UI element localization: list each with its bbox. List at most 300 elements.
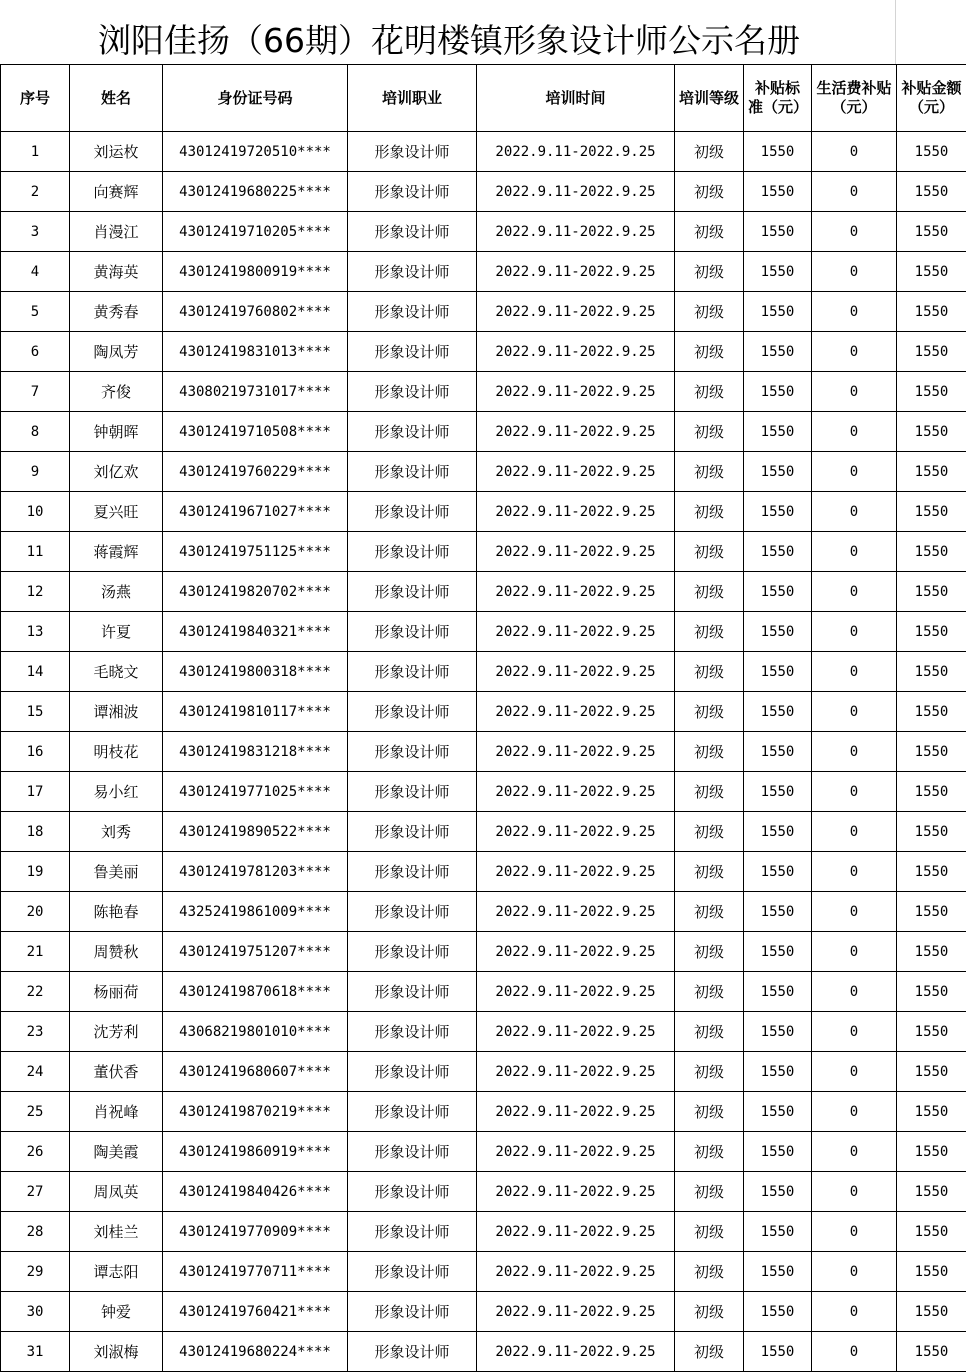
- cell-amount: 1550: [897, 252, 966, 292]
- cell-level: 初级: [675, 732, 744, 772]
- cell-seq: 30: [1, 1292, 70, 1332]
- table-row: [1, 412, 966, 452]
- table-row: [1, 932, 966, 972]
- cell-level: 初级: [675, 572, 744, 612]
- cell-living: 0: [812, 292, 897, 332]
- cell-period: 2022.9.11-2022.9.25: [477, 412, 675, 452]
- cell-level: 初级: [675, 132, 744, 172]
- cell-id-number: 43012419751207****: [163, 932, 348, 972]
- cell-standard: 1550: [744, 292, 812, 332]
- cell-level: 初级: [675, 692, 744, 732]
- cell-name: 毛晓文: [70, 652, 163, 692]
- cell-name: 肖祝峰: [70, 1092, 163, 1132]
- cell-level: 初级: [675, 932, 744, 972]
- cell-id-number: 43012419760802****: [163, 292, 348, 332]
- cell-job: 形象设计师: [348, 652, 477, 692]
- cell-living: 0: [812, 252, 897, 292]
- cell-standard: 1550: [744, 812, 812, 852]
- cell-period: 2022.9.11-2022.9.25: [477, 332, 675, 372]
- cell-standard: 1550: [744, 772, 812, 812]
- cell-level: 初级: [675, 532, 744, 572]
- cell-period: 2022.9.11-2022.9.25: [477, 932, 675, 972]
- cell-job: 形象设计师: [348, 1132, 477, 1172]
- cell-living: 0: [812, 652, 897, 692]
- cell-name: 肖漫江: [70, 212, 163, 252]
- cell-job: 形象设计师: [348, 412, 477, 452]
- table-row: [1, 1132, 966, 1172]
- page-title: 浏阳佳扬（66期）花明楼镇形象设计师公示名册: [0, 18, 898, 64]
- cell-level: 初级: [675, 412, 744, 452]
- cell-job: 形象设计师: [348, 252, 477, 292]
- cell-period: 2022.9.11-2022.9.25: [477, 812, 675, 852]
- cell-period: 2022.9.11-2022.9.25: [477, 1012, 675, 1052]
- cell-amount: 1550: [897, 1172, 966, 1212]
- cell-standard: 1550: [744, 172, 812, 212]
- cell-living: 0: [812, 812, 897, 852]
- cell-job: 形象设计师: [348, 772, 477, 812]
- cell-living: 0: [812, 972, 897, 1012]
- table-row: [1, 452, 966, 492]
- cell-amount: 1550: [897, 1332, 966, 1372]
- cell-amount: 1550: [897, 412, 966, 452]
- cell-id-number: 43012419760421****: [163, 1292, 348, 1332]
- cell-name: 陈艳春: [70, 892, 163, 932]
- cell-job: 形象设计师: [348, 212, 477, 252]
- cell-period: 2022.9.11-2022.9.25: [477, 172, 675, 212]
- cell-job: 形象设计师: [348, 452, 477, 492]
- cell-id-number: 43012419680225****: [163, 172, 348, 212]
- cell-amount: 1550: [897, 612, 966, 652]
- cell-living: 0: [812, 1252, 897, 1292]
- cell-job: 形象设计师: [348, 1172, 477, 1212]
- cell-name: 刘秀: [70, 812, 163, 852]
- cell-living: 0: [812, 772, 897, 812]
- cell-job: 形象设计师: [348, 812, 477, 852]
- cell-job: 形象设计师: [348, 732, 477, 772]
- cell-amount: 1550: [897, 972, 966, 1012]
- cell-level: 初级: [675, 1012, 744, 1052]
- cell-level: 初级: [675, 172, 744, 212]
- cell-name: 谭湘波: [70, 692, 163, 732]
- cell-seq: 24: [1, 1052, 70, 1092]
- cell-level: 初级: [675, 252, 744, 292]
- cell-amount: 1550: [897, 172, 966, 212]
- cell-job: 形象设计师: [348, 1212, 477, 1252]
- cell-amount: 1550: [897, 332, 966, 372]
- cell-id-number: 43012419820702****: [163, 572, 348, 612]
- cell-job: 形象设计师: [348, 372, 477, 412]
- cell-seq: 17: [1, 772, 70, 812]
- cell-standard: 1550: [744, 532, 812, 572]
- header-level: 培训等级: [675, 65, 744, 132]
- cell-amount: 1550: [897, 732, 966, 772]
- cell-seq: 10: [1, 492, 70, 532]
- cell-id-number: 43012419810117****: [163, 692, 348, 732]
- table-row: [1, 1172, 966, 1212]
- cell-amount: 1550: [897, 852, 966, 892]
- cell-seq: 16: [1, 732, 70, 772]
- gridline: [895, 0, 896, 64]
- cell-period: 2022.9.11-2022.9.25: [477, 1332, 675, 1372]
- cell-seq: 6: [1, 332, 70, 372]
- cell-living: 0: [812, 452, 897, 492]
- cell-level: 初级: [675, 852, 744, 892]
- cell-id-number: 43012419710508****: [163, 412, 348, 452]
- cell-id-number: 43012419751125****: [163, 532, 348, 572]
- cell-job: 形象设计师: [348, 932, 477, 972]
- cell-level: 初级: [675, 212, 744, 252]
- cell-level: 初级: [675, 452, 744, 492]
- header-standard: 补贴标准（元）: [744, 65, 812, 132]
- cell-standard: 1550: [744, 1332, 812, 1372]
- cell-living: 0: [812, 1132, 897, 1172]
- cell-standard: 1550: [744, 1052, 812, 1092]
- cell-living: 0: [812, 892, 897, 932]
- cell-living: 0: [812, 692, 897, 732]
- table-row: [1, 692, 966, 732]
- cell-standard: 1550: [744, 492, 812, 532]
- cell-period: 2022.9.11-2022.9.25: [477, 252, 675, 292]
- cell-id-number: 43012419680607****: [163, 1052, 348, 1092]
- table-row: [1, 1332, 966, 1372]
- cell-name: 许夏: [70, 612, 163, 652]
- cell-amount: 1550: [897, 1052, 966, 1092]
- table-row: [1, 812, 966, 852]
- table-row: [1, 172, 966, 212]
- cell-living: 0: [812, 492, 897, 532]
- cell-seq: 27: [1, 1172, 70, 1212]
- cell-id-number: 43012419870219****: [163, 1092, 348, 1132]
- cell-seq: 1: [1, 132, 70, 172]
- table-row: [1, 852, 966, 892]
- cell-seq: 28: [1, 1212, 70, 1252]
- cell-period: 2022.9.11-2022.9.25: [477, 1172, 675, 1212]
- cell-living: 0: [812, 1172, 897, 1212]
- cell-living: 0: [812, 1332, 897, 1372]
- cell-seq: 9: [1, 452, 70, 492]
- cell-amount: 1550: [897, 1092, 966, 1132]
- cell-name: 谭志阳: [70, 1252, 163, 1292]
- table-row: [1, 612, 966, 652]
- cell-living: 0: [812, 852, 897, 892]
- cell-id-number: 43012419770909****: [163, 1212, 348, 1252]
- cell-id-number: 43012419890522****: [163, 812, 348, 852]
- cell-name: 钟朝晖: [70, 412, 163, 452]
- cell-amount: 1550: [897, 212, 966, 252]
- cell-id-number: 43012419720510****: [163, 132, 348, 172]
- cell-name: 夏兴旺: [70, 492, 163, 532]
- table-row: [1, 332, 966, 372]
- cell-name: 董伏香: [70, 1052, 163, 1092]
- cell-level: 初级: [675, 292, 744, 332]
- cell-job: 形象设计师: [348, 132, 477, 172]
- cell-level: 初级: [675, 772, 744, 812]
- cell-amount: 1550: [897, 692, 966, 732]
- cell-id-number: 43012419860919****: [163, 1132, 348, 1172]
- cell-amount: 1550: [897, 492, 966, 532]
- cell-period: 2022.9.11-2022.9.25: [477, 1252, 675, 1292]
- cell-job: 形象设计师: [348, 1092, 477, 1132]
- cell-amount: 1550: [897, 372, 966, 412]
- cell-level: 初级: [675, 1252, 744, 1292]
- cell-job: 形象设计师: [348, 332, 477, 372]
- table-row: [1, 372, 966, 412]
- cell-standard: 1550: [744, 612, 812, 652]
- roster-body: [1, 132, 966, 1372]
- cell-amount: 1550: [897, 892, 966, 932]
- cell-standard: 1550: [744, 412, 812, 452]
- cell-seq: 31: [1, 1332, 70, 1372]
- cell-level: 初级: [675, 1092, 744, 1132]
- cell-amount: 1550: [897, 572, 966, 612]
- cell-job: 形象设计师: [348, 172, 477, 212]
- cell-level: 初级: [675, 612, 744, 652]
- table-row: [1, 1292, 966, 1332]
- cell-standard: 1550: [744, 132, 812, 172]
- cell-standard: 1550: [744, 972, 812, 1012]
- cell-seq: 23: [1, 1012, 70, 1052]
- cell-id-number: 43012419800919****: [163, 252, 348, 292]
- table-row: [1, 1212, 966, 1252]
- cell-job: 形象设计师: [348, 532, 477, 572]
- cell-level: 初级: [675, 1332, 744, 1372]
- cell-name: 黄秀春: [70, 292, 163, 332]
- cell-id-number: 43012419831218****: [163, 732, 348, 772]
- cell-name: 刘运枚: [70, 132, 163, 172]
- cell-id-number: 43012419800318****: [163, 652, 348, 692]
- table-row: [1, 252, 966, 292]
- cell-job: 形象设计师: [348, 1292, 477, 1332]
- cell-standard: 1550: [744, 892, 812, 932]
- header-seq: 序号: [1, 65, 70, 132]
- cell-seq: 8: [1, 412, 70, 452]
- cell-job: 形象设计师: [348, 572, 477, 612]
- roster-table: [0, 64, 966, 1372]
- cell-period: 2022.9.11-2022.9.25: [477, 532, 675, 572]
- cell-period: 2022.9.11-2022.9.25: [477, 852, 675, 892]
- cell-period: 2022.9.11-2022.9.25: [477, 1092, 675, 1132]
- cell-name: 陶美霞: [70, 1132, 163, 1172]
- cell-living: 0: [812, 172, 897, 212]
- cell-period: 2022.9.11-2022.9.25: [477, 1292, 675, 1332]
- cell-standard: 1550: [744, 1172, 812, 1212]
- cell-living: 0: [812, 132, 897, 172]
- cell-level: 初级: [675, 892, 744, 932]
- table-row: [1, 492, 966, 532]
- cell-level: 初级: [675, 492, 744, 532]
- cell-standard: 1550: [744, 932, 812, 972]
- cell-seq: 7: [1, 372, 70, 412]
- cell-living: 0: [812, 1092, 897, 1132]
- cell-living: 0: [812, 1292, 897, 1332]
- cell-standard: 1550: [744, 692, 812, 732]
- header-amount: 补贴金额（元）: [897, 65, 966, 132]
- cell-level: 初级: [675, 332, 744, 372]
- cell-amount: 1550: [897, 652, 966, 692]
- cell-amount: 1550: [897, 1212, 966, 1252]
- cell-seq: 15: [1, 692, 70, 732]
- cell-standard: 1550: [744, 452, 812, 492]
- cell-job: 形象设计师: [348, 852, 477, 892]
- cell-period: 2022.9.11-2022.9.25: [477, 1052, 675, 1092]
- cell-seq: 29: [1, 1252, 70, 1292]
- cell-seq: 2: [1, 172, 70, 212]
- cell-seq: 12: [1, 572, 70, 612]
- cell-living: 0: [812, 932, 897, 972]
- cell-period: 2022.9.11-2022.9.25: [477, 772, 675, 812]
- cell-name: 刘亿欢: [70, 452, 163, 492]
- cell-amount: 1550: [897, 292, 966, 332]
- cell-id-number: 43068219801010****: [163, 1012, 348, 1052]
- cell-period: 2022.9.11-2022.9.25: [477, 892, 675, 932]
- header-row: [1, 65, 966, 132]
- cell-standard: 1550: [744, 1292, 812, 1332]
- cell-name: 明枝花: [70, 732, 163, 772]
- cell-period: 2022.9.11-2022.9.25: [477, 652, 675, 692]
- cell-job: 形象设计师: [348, 492, 477, 532]
- cell-job: 形象设计师: [348, 612, 477, 652]
- cell-name: 杨丽荷: [70, 972, 163, 1012]
- cell-living: 0: [812, 572, 897, 612]
- cell-name: 陶凤芳: [70, 332, 163, 372]
- cell-seq: 13: [1, 612, 70, 652]
- header-job: 培训职业: [348, 65, 477, 132]
- cell-name: 刘淑梅: [70, 1332, 163, 1372]
- cell-job: 形象设计师: [348, 1052, 477, 1092]
- cell-period: 2022.9.11-2022.9.25: [477, 572, 675, 612]
- cell-name: 鲁美丽: [70, 852, 163, 892]
- cell-seq: 4: [1, 252, 70, 292]
- cell-seq: 3: [1, 212, 70, 252]
- cell-period: 2022.9.11-2022.9.25: [477, 492, 675, 532]
- cell-name: 汤燕: [70, 572, 163, 612]
- cell-amount: 1550: [897, 1292, 966, 1332]
- cell-job: 形象设计师: [348, 892, 477, 932]
- cell-standard: 1550: [744, 332, 812, 372]
- cell-standard: 1550: [744, 252, 812, 292]
- cell-id-number: 43012419671027****: [163, 492, 348, 532]
- cell-period: 2022.9.11-2022.9.25: [477, 732, 675, 772]
- cell-living: 0: [812, 412, 897, 452]
- header-id: 身份证号码: [163, 65, 348, 132]
- cell-level: 初级: [675, 1052, 744, 1092]
- cell-level: 初级: [675, 1292, 744, 1332]
- title-row: [0, 0, 966, 64]
- cell-id-number: 43012419870618****: [163, 972, 348, 1012]
- cell-standard: 1550: [744, 1012, 812, 1052]
- table-row: [1, 572, 966, 612]
- cell-seq: 22: [1, 972, 70, 1012]
- cell-id-number: 43252419861009****: [163, 892, 348, 932]
- cell-seq: 19: [1, 852, 70, 892]
- table-row: [1, 1092, 966, 1132]
- cell-period: 2022.9.11-2022.9.25: [477, 372, 675, 412]
- cell-job: 形象设计师: [348, 1252, 477, 1292]
- cell-level: 初级: [675, 652, 744, 692]
- cell-name: 沈芳利: [70, 1012, 163, 1052]
- cell-seq: 20: [1, 892, 70, 932]
- cell-living: 0: [812, 1052, 897, 1092]
- cell-standard: 1550: [744, 1212, 812, 1252]
- cell-name: 钟爱: [70, 1292, 163, 1332]
- cell-seq: 26: [1, 1132, 70, 1172]
- cell-living: 0: [812, 1212, 897, 1252]
- cell-standard: 1550: [744, 1132, 812, 1172]
- cell-amount: 1550: [897, 1012, 966, 1052]
- cell-seq: 11: [1, 532, 70, 572]
- table-row: [1, 132, 966, 172]
- header-living: 生活费补贴（元）: [812, 65, 897, 132]
- cell-period: 2022.9.11-2022.9.25: [477, 132, 675, 172]
- cell-name: 向赛辉: [70, 172, 163, 212]
- cell-standard: 1550: [744, 372, 812, 412]
- cell-living: 0: [812, 212, 897, 252]
- cell-standard: 1550: [744, 652, 812, 692]
- cell-period: 2022.9.11-2022.9.25: [477, 612, 675, 652]
- table-row: [1, 772, 966, 812]
- table-row: [1, 1012, 966, 1052]
- cell-id-number: 43012419781203****: [163, 852, 348, 892]
- cell-id-number: 43012419680224****: [163, 1332, 348, 1372]
- cell-living: 0: [812, 1012, 897, 1052]
- table-row: [1, 892, 966, 932]
- table-row: [1, 972, 966, 1012]
- cell-id-number: 43012419771025****: [163, 772, 348, 812]
- cell-period: 2022.9.11-2022.9.25: [477, 292, 675, 332]
- cell-period: 2022.9.11-2022.9.25: [477, 1132, 675, 1172]
- cell-living: 0: [812, 612, 897, 652]
- cell-name: 蒋霞辉: [70, 532, 163, 572]
- cell-amount: 1550: [897, 812, 966, 852]
- cell-amount: 1550: [897, 132, 966, 172]
- cell-level: 初级: [675, 972, 744, 1012]
- table-row: [1, 652, 966, 692]
- cell-job: 形象设计师: [348, 1332, 477, 1372]
- table-row: [1, 1252, 966, 1292]
- cell-amount: 1550: [897, 1132, 966, 1172]
- cell-seq: 18: [1, 812, 70, 852]
- cell-amount: 1550: [897, 932, 966, 972]
- cell-id-number: 43012419840321****: [163, 612, 348, 652]
- cell-living: 0: [812, 532, 897, 572]
- cell-level: 初级: [675, 372, 744, 412]
- cell-seq: 5: [1, 292, 70, 332]
- cell-amount: 1550: [897, 772, 966, 812]
- cell-standard: 1550: [744, 572, 812, 612]
- cell-amount: 1550: [897, 452, 966, 492]
- cell-period: 2022.9.11-2022.9.25: [477, 212, 675, 252]
- cell-period: 2022.9.11-2022.9.25: [477, 972, 675, 1012]
- cell-living: 0: [812, 732, 897, 772]
- cell-id-number: 43080219731017****: [163, 372, 348, 412]
- table-row: [1, 292, 966, 332]
- table-row: [1, 732, 966, 772]
- cell-level: 初级: [675, 812, 744, 852]
- cell-id-number: 43012419770711****: [163, 1252, 348, 1292]
- cell-amount: 1550: [897, 1252, 966, 1292]
- cell-id-number: 43012419710205****: [163, 212, 348, 252]
- cell-id-number: 43012419760229****: [163, 452, 348, 492]
- cell-standard: 1550: [744, 1252, 812, 1292]
- header-name: 姓名: [70, 65, 163, 132]
- table-row: [1, 212, 966, 252]
- table-row: [1, 532, 966, 572]
- cell-job: 形象设计师: [348, 1012, 477, 1052]
- cell-seq: 25: [1, 1092, 70, 1132]
- cell-level: 初级: [675, 1132, 744, 1172]
- cell-period: 2022.9.11-2022.9.25: [477, 1212, 675, 1252]
- cell-job: 形象设计师: [348, 692, 477, 732]
